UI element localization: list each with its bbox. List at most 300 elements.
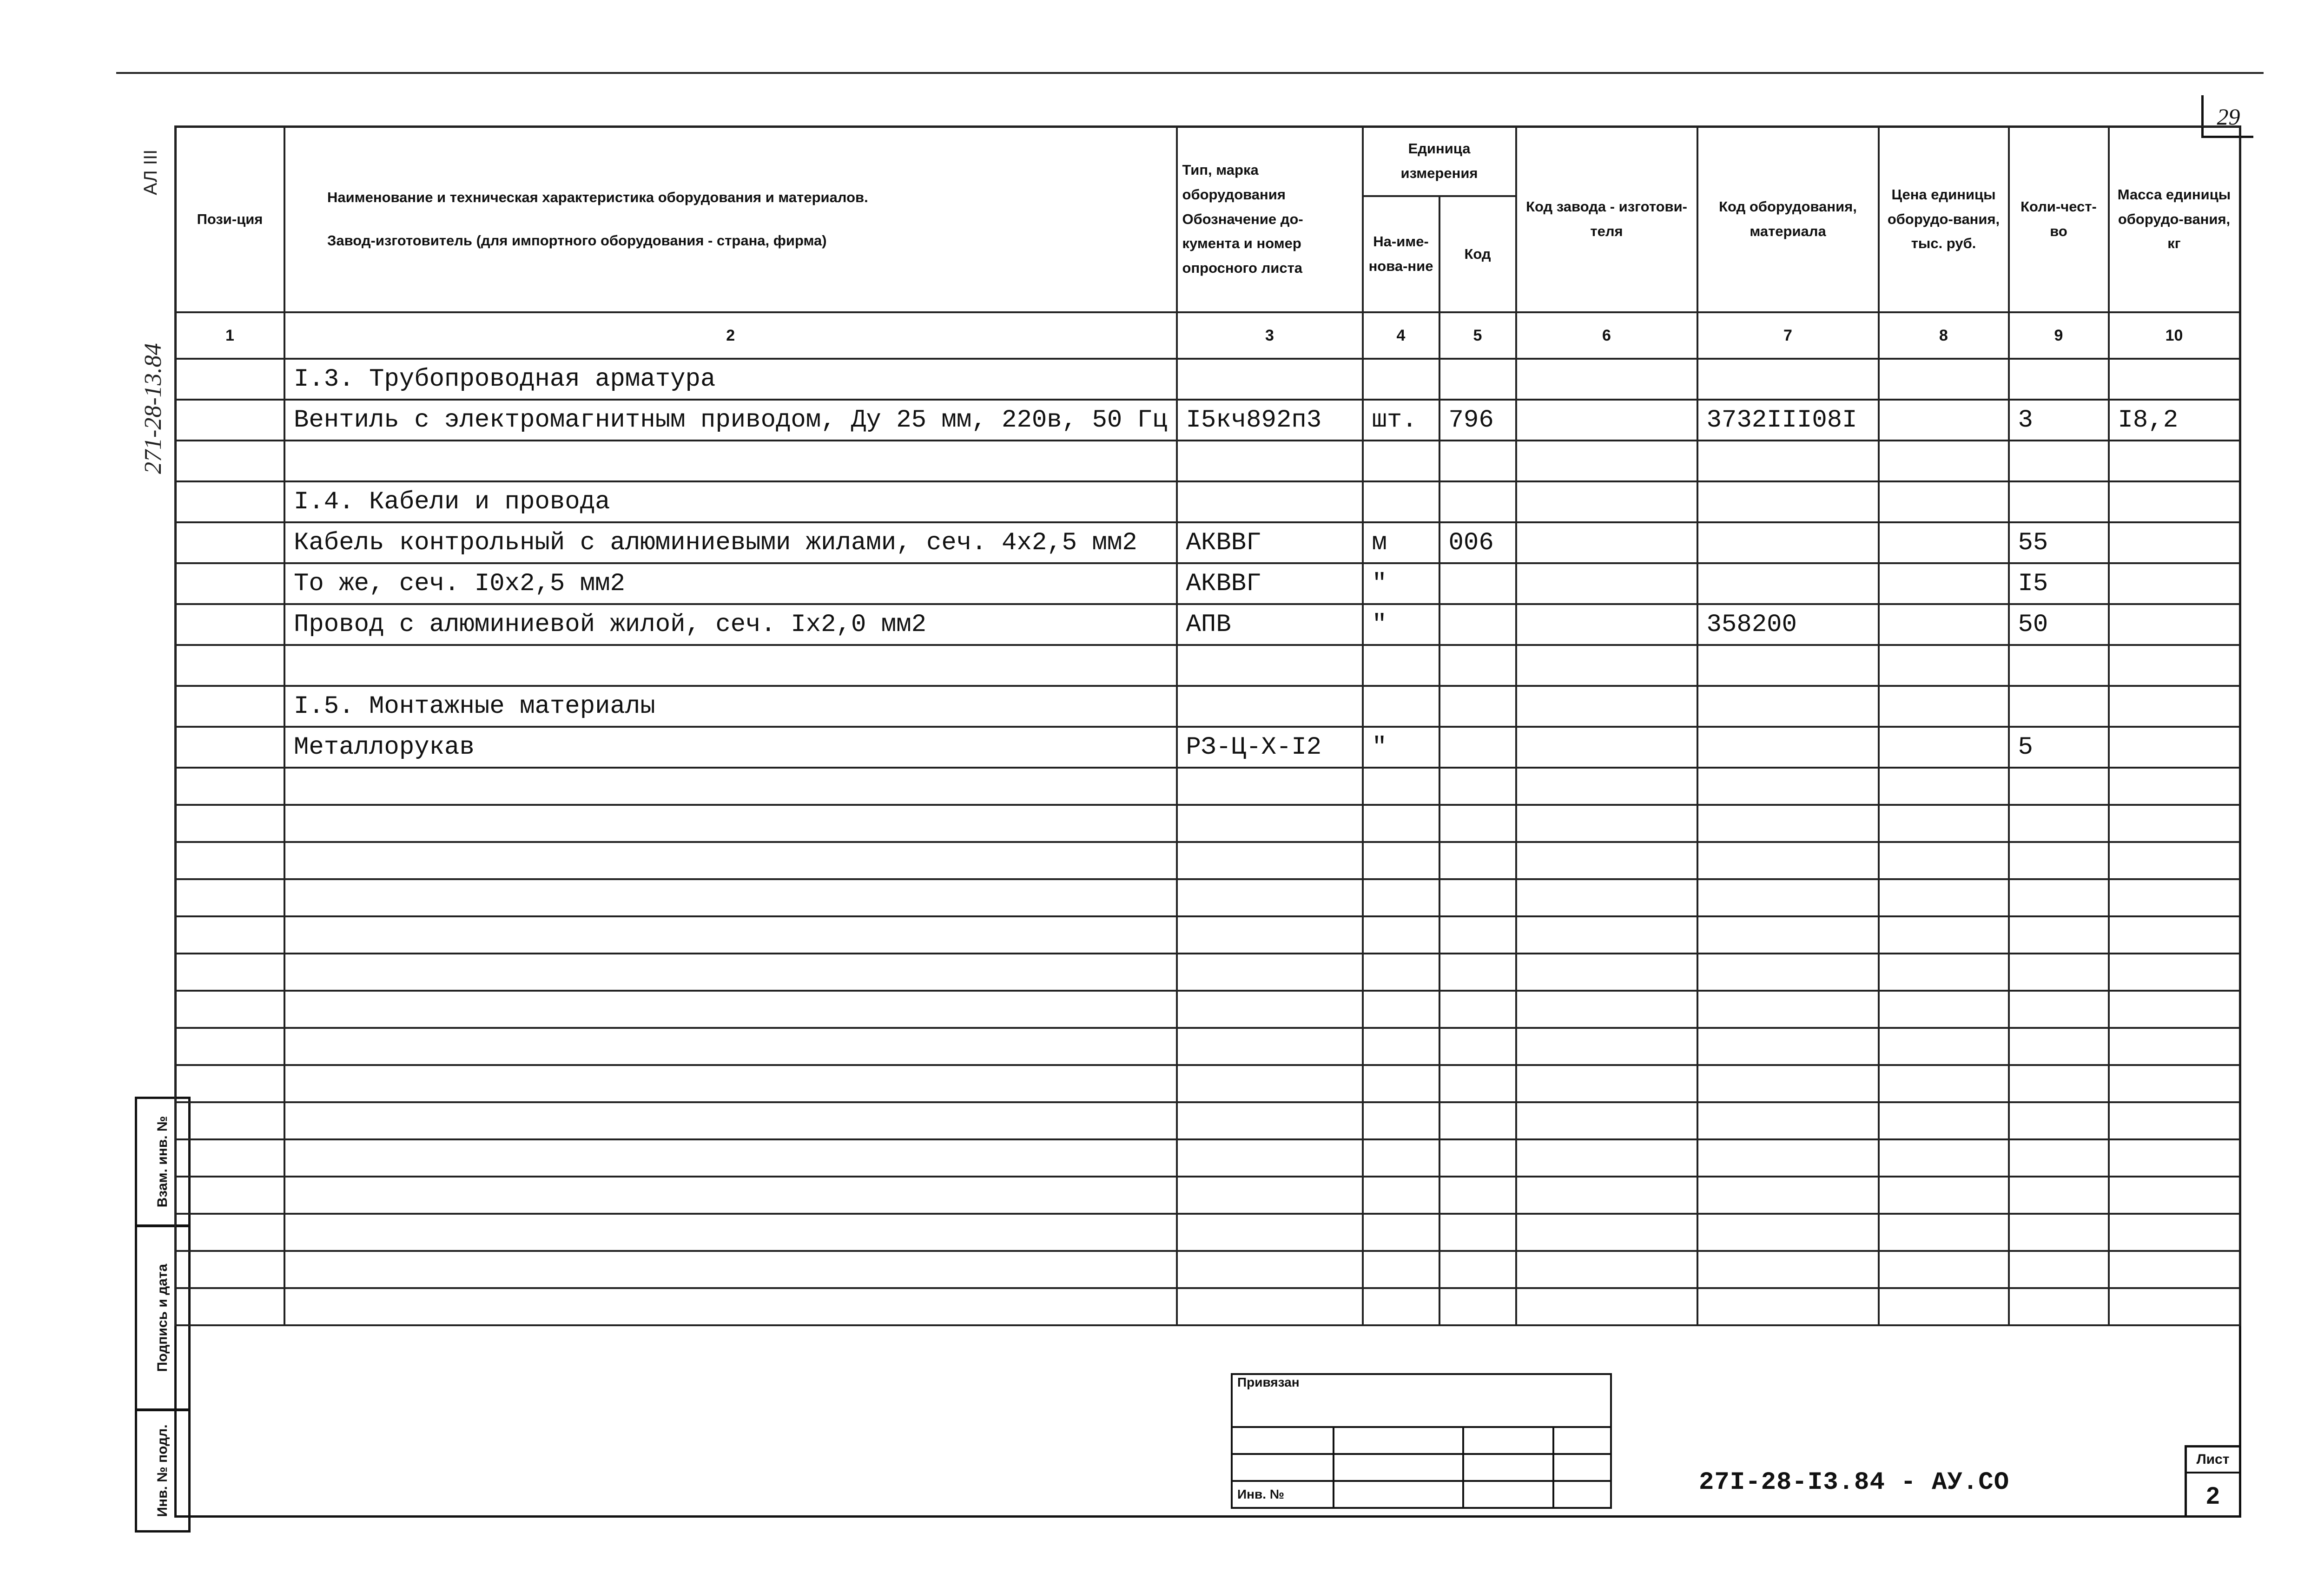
cell-unit (1363, 359, 1439, 400)
document-code: 27I-28-I3.84 - АУ.СО (1699, 1468, 2010, 1497)
table-row (175, 441, 2240, 481)
empty-cell (1516, 1139, 1697, 1177)
empty-cell (1439, 916, 1516, 954)
empty-cell (2109, 842, 2240, 879)
cell-qty: 55 (2009, 522, 2109, 563)
cell-mass (2109, 645, 2240, 686)
header-equipment-code: Код оборудования, материала (1697, 126, 1879, 312)
cell-price (1879, 441, 2009, 481)
empty-cell (1697, 1251, 1879, 1288)
cell-code (1697, 481, 1879, 522)
empty-cell (1439, 1102, 1516, 1139)
empty-cell (1439, 954, 1516, 991)
table-row (175, 645, 2240, 686)
header-row (175, 126, 2240, 196)
cell-name: То же, сеч. I0х2,5 мм2 (284, 563, 1177, 604)
empty-cell (1697, 916, 1879, 954)
empty-cell (1879, 1288, 2009, 1325)
empty-cell (284, 1288, 1177, 1325)
empty-cell (1177, 1177, 1363, 1214)
cell-price (1879, 359, 2009, 400)
empty-cell (284, 916, 1177, 954)
cell-qty: 3 (2009, 400, 2109, 441)
empty-cell (1516, 1251, 1697, 1288)
table-row (175, 563, 2240, 604)
empty-cell (2009, 1028, 2109, 1065)
empty-cell (2009, 1139, 2109, 1177)
col-number: 6 (1516, 312, 1697, 359)
col-number: 3 (1177, 312, 1363, 359)
empty-cell (1439, 1028, 1516, 1065)
empty-cell (1439, 1288, 1516, 1325)
header-unit-group: Единица измерения (1363, 126, 1516, 196)
cell-mass (2109, 727, 2240, 768)
cell-price (1879, 522, 2009, 563)
empty-cell (2009, 1177, 2109, 1214)
empty-cell (1879, 1028, 2009, 1065)
empty-cell (1363, 1139, 1439, 1177)
stamp-inv-podl: Инв. № подл. (135, 1409, 191, 1533)
empty-cell (1177, 1288, 1363, 1325)
sheet-box (2185, 1445, 2241, 1518)
empty-cell (2009, 1251, 2109, 1288)
cell-type: АПВ (1177, 604, 1363, 645)
empty-cell (2009, 991, 2109, 1028)
cell-price (1879, 645, 2009, 686)
empty-cell (1879, 1065, 2009, 1102)
cell-code (1697, 441, 1879, 481)
empty-cell (1439, 991, 1516, 1028)
empty-cell (2009, 1102, 2109, 1139)
empty-cell (175, 1251, 284, 1288)
cell-pos (175, 604, 284, 645)
section-row (175, 481, 2240, 522)
cell-pos (175, 563, 284, 604)
empty-cell (1516, 842, 1697, 879)
cell-price (1879, 727, 2009, 768)
empty-cell (1879, 805, 2009, 842)
title-block-grid (1231, 1373, 1612, 1509)
empty-cell (2109, 1251, 2240, 1288)
table-row (175, 727, 2240, 768)
empty-cell (175, 842, 284, 879)
empty-cell (1697, 842, 1879, 879)
empty-cell (1439, 1214, 1516, 1251)
empty-row (175, 991, 2240, 1028)
empty-cell (1697, 1065, 1879, 1102)
empty-cell (1879, 879, 2009, 916)
cell-unit-code (1439, 645, 1516, 686)
cell-unit-code (1439, 727, 1516, 768)
empty-cell (284, 1251, 1177, 1288)
empty-cell (284, 1214, 1177, 1251)
empty-cell (1363, 879, 1439, 916)
empty-cell (1363, 1102, 1439, 1139)
empty-cell (2109, 805, 2240, 842)
empty-cell (1363, 1065, 1439, 1102)
empty-cell (175, 1102, 284, 1139)
empty-cell (1439, 842, 1516, 879)
empty-cell (1516, 1102, 1697, 1139)
empty-cell (1177, 991, 1363, 1028)
empty-cell (1879, 842, 2009, 879)
cell-type (1177, 441, 1363, 481)
empty-cell (1177, 1102, 1363, 1139)
cell-qty: 5 (2009, 727, 2109, 768)
cell-price (1879, 400, 2009, 441)
empty-row (175, 1028, 2240, 1065)
empty-cell (1177, 1028, 1363, 1065)
col-number: 7 (1697, 312, 1879, 359)
cell-qty: I5 (2009, 563, 2109, 604)
table-row (175, 604, 2240, 645)
cell-mass (2109, 441, 2240, 481)
empty-row (175, 1251, 2240, 1288)
cell-factory (1516, 645, 1697, 686)
empty-cell (1177, 1065, 1363, 1102)
sheet-number: 2 (2206, 1482, 2220, 1509)
empty-cell (1697, 879, 1879, 916)
cell-qty: 50 (2009, 604, 2109, 645)
empty-cell (1439, 879, 1516, 916)
header-type: Тип, марка оборудования Обозначение до-кумента и номер опросного листа (1177, 126, 1363, 312)
cell-unit (1363, 645, 1439, 686)
header-mass: Масса единицы оборудо-вания, кг (2109, 126, 2240, 312)
header-unit-code: Код (1439, 196, 1516, 312)
cell-unit-code (1439, 686, 1516, 727)
empty-cell (284, 1177, 1177, 1214)
cell-unit (1363, 686, 1439, 727)
empty-cell (2109, 1065, 2240, 1102)
cell-qty (2009, 441, 2109, 481)
empty-cell (1363, 1214, 1439, 1251)
cell-qty (2009, 481, 2109, 522)
empty-cell (2109, 879, 2240, 916)
empty-cell (2109, 1102, 2240, 1139)
empty-cell (284, 768, 1177, 805)
empty-cell (1516, 954, 1697, 991)
cell-qty (2009, 645, 2109, 686)
cell-factory (1516, 522, 1697, 563)
cell-factory (1516, 481, 1697, 522)
col-number: 5 (1439, 312, 1516, 359)
cell-type: АКВВГ (1177, 563, 1363, 604)
empty-cell (284, 954, 1177, 991)
col-number: 8 (1879, 312, 2009, 359)
cell-name (284, 645, 1177, 686)
cell-pos (175, 522, 284, 563)
empty-cell (1697, 1177, 1879, 1214)
empty-cell (175, 1028, 284, 1065)
empty-cell (175, 1288, 284, 1325)
empty-cell (284, 1065, 1177, 1102)
cell-price (1879, 686, 2009, 727)
col-number: 2 (284, 312, 1177, 359)
cell-mass (2109, 522, 2240, 563)
empty-cell (1177, 805, 1363, 842)
empty-cell (284, 1102, 1177, 1139)
empty-cell (1363, 916, 1439, 954)
empty-cell (1177, 842, 1363, 879)
empty-cell (1879, 954, 2009, 991)
cell-name (284, 441, 1177, 481)
empty-cell (175, 916, 284, 954)
empty-cell (1516, 1214, 1697, 1251)
cell-mass (2109, 604, 2240, 645)
cell-factory (1516, 563, 1697, 604)
empty-cell (175, 1139, 284, 1177)
empty-cell (2109, 1288, 2240, 1325)
empty-cell (1177, 916, 1363, 954)
cell-price (1879, 563, 2009, 604)
empty-cell (1697, 1102, 1879, 1139)
empty-cell (2009, 842, 2109, 879)
empty-cell (1439, 1139, 1516, 1177)
cell-type (1177, 481, 1363, 522)
cell-name: Кабель контрольный с алюминиевыми жилами, сеч. 4х2,5 мм2 (284, 522, 1177, 563)
empty-row (175, 954, 2240, 991)
empty-cell (284, 991, 1177, 1028)
empty-cell (1177, 1139, 1363, 1177)
cell-unit-code: 006 (1439, 522, 1516, 563)
empty-cell (175, 1177, 284, 1214)
empty-cell (2009, 768, 2109, 805)
cell-unit: " (1363, 727, 1439, 768)
empty-cell (1697, 954, 1879, 991)
empty-cell (1177, 768, 1363, 805)
empty-cell (2109, 991, 2240, 1028)
empty-row (175, 1214, 2240, 1251)
empty-cell (284, 1139, 1177, 1177)
empty-row (175, 842, 2240, 879)
inv-no-cell: Инв. № (1232, 1481, 1334, 1508)
empty-cell (1363, 842, 1439, 879)
empty-row (175, 1065, 2240, 1102)
cell-unit (1363, 481, 1439, 522)
cell-unit: шт. (1363, 400, 1439, 441)
cell-code (1697, 563, 1879, 604)
section-row (175, 686, 2240, 727)
empty-cell (2109, 954, 2240, 991)
cell-factory (1516, 604, 1697, 645)
empty-cell (1879, 768, 2009, 805)
empty-cell (1879, 916, 2009, 954)
page-number: 29 (2201, 95, 2253, 138)
empty-cell (1697, 1214, 1879, 1251)
cell-code (1697, 727, 1879, 768)
empty-cell (1439, 1177, 1516, 1214)
cell-unit-code (1439, 441, 1516, 481)
sheet-label: Лист (2187, 1447, 2239, 1474)
stamp-vzam: Взам. инв. № (135, 1097, 191, 1227)
empty-row (175, 916, 2240, 954)
empty-row (175, 1102, 2240, 1139)
cell-pos (175, 727, 284, 768)
empty-row (175, 879, 2240, 916)
empty-cell (1697, 768, 1879, 805)
cell-mass (2109, 481, 2240, 522)
cell-factory (1516, 727, 1697, 768)
empty-cell (2109, 768, 2240, 805)
cell-qty (2009, 359, 2109, 400)
cell-unit: " (1363, 604, 1439, 645)
empty-cell (1177, 1214, 1363, 1251)
cell-type: РЗ-Ц-Х-I2 (1177, 727, 1363, 768)
cell-pos (175, 400, 284, 441)
empty-cell (1697, 1028, 1879, 1065)
col-number: 10 (2109, 312, 2240, 359)
empty-row (175, 1139, 2240, 1177)
empty-row (175, 1288, 2240, 1325)
empty-cell (1439, 1065, 1516, 1102)
empty-cell (1516, 1177, 1697, 1214)
cell-mass (2109, 686, 2240, 727)
empty-cell (1439, 805, 1516, 842)
empty-cell (284, 1028, 1177, 1065)
empty-cell (1363, 954, 1439, 991)
empty-row (175, 805, 2240, 842)
empty-cell (1697, 1139, 1879, 1177)
section-row (175, 359, 2240, 400)
cell-price (1879, 481, 2009, 522)
empty-cell (1879, 991, 2009, 1028)
top-rule (116, 72, 2264, 74)
cell-price (1879, 604, 2009, 645)
cell-name: I.4. Кабели и провода (284, 481, 1177, 522)
empty-cell (1516, 991, 1697, 1028)
header-qty: Коли-чест-во (2009, 126, 2109, 312)
empty-cell (1439, 1251, 1516, 1288)
col-number: 4 (1363, 312, 1439, 359)
empty-cell (1439, 768, 1516, 805)
empty-cell (1363, 1177, 1439, 1214)
cell-qty (2009, 686, 2109, 727)
empty-cell (1516, 879, 1697, 916)
col-number: 1 (175, 312, 284, 359)
cell-name: Провод с алюминиевой жилой, сеч. Iх2,0 мм2 (284, 604, 1177, 645)
empty-cell (1177, 1251, 1363, 1288)
cell-unit-code (1439, 359, 1516, 400)
empty-cell (1516, 916, 1697, 954)
cell-type (1177, 645, 1363, 686)
header-pos: Пози-ция (175, 126, 284, 312)
cell-pos (175, 441, 284, 481)
cell-factory (1516, 441, 1697, 481)
empty-cell (175, 768, 284, 805)
cell-pos (175, 686, 284, 727)
empty-cell (284, 842, 1177, 879)
empty-cell (1363, 1251, 1439, 1288)
header-factory-code: Код завода - изготови-теля (1516, 126, 1697, 312)
empty-cell (1879, 1102, 2009, 1139)
privyazan-cell: Привязан (1232, 1374, 1611, 1427)
empty-cell (1516, 1028, 1697, 1065)
empty-cell (284, 879, 1177, 916)
cell-name: I.5. Монтажные материалы (284, 686, 1177, 727)
cell-unit-code: 796 (1439, 400, 1516, 441)
empty-cell (2109, 1139, 2240, 1177)
table-row (175, 400, 2240, 441)
cell-unit (1363, 441, 1439, 481)
empty-cell (175, 879, 284, 916)
empty-cell (2009, 1288, 2109, 1325)
cell-code (1697, 522, 1879, 563)
cell-type: АКВВГ (1177, 522, 1363, 563)
cell-mass (2109, 359, 2240, 400)
empty-cell (1879, 1214, 2009, 1251)
cell-code: 358200 (1697, 604, 1879, 645)
cell-factory (1516, 686, 1697, 727)
empty-cell (1363, 805, 1439, 842)
empty-cell (2009, 879, 2109, 916)
cell-unit: " (1363, 563, 1439, 604)
empty-cell (2009, 916, 2109, 954)
empty-cell (2109, 916, 2240, 954)
empty-row (175, 1177, 2240, 1214)
header-unit-name: На-име-нова-ние (1363, 196, 1439, 312)
empty-cell (175, 1065, 284, 1102)
cell-unit-code (1439, 481, 1516, 522)
empty-cell (1697, 991, 1879, 1028)
column-numbers-row (175, 312, 2240, 359)
spec-table (174, 125, 2241, 1326)
cell-factory (1516, 400, 1697, 441)
empty-cell (1363, 991, 1439, 1028)
empty-cell (1879, 1177, 2009, 1214)
cell-pos (175, 359, 284, 400)
empty-cell (1516, 1288, 1697, 1325)
empty-cell (1363, 1288, 1439, 1325)
cell-unit-code (1439, 563, 1516, 604)
empty-cell (284, 805, 1177, 842)
empty-cell (2109, 1214, 2240, 1251)
cell-code (1697, 645, 1879, 686)
cell-code: 3732III08I (1697, 400, 1879, 441)
empty-cell (175, 1214, 284, 1251)
header-name: Наименование и техническая характеристика оборудования и материалов. Завод-изготовитель (для импортного оборудования - страна, фирма) (284, 126, 1177, 312)
table-row (175, 522, 2240, 563)
empty-cell (2109, 1177, 2240, 1214)
empty-cell (175, 954, 284, 991)
empty-cell (1516, 805, 1697, 842)
empty-cell (1177, 879, 1363, 916)
empty-cell (2009, 954, 2109, 991)
empty-row (175, 768, 2240, 805)
stamp-podpis: Подпись и дата (135, 1225, 191, 1411)
cell-pos (175, 481, 284, 522)
empty-cell (1879, 1251, 2009, 1288)
cell-factory (1516, 359, 1697, 400)
spec-body (175, 359, 2240, 1325)
cell-name: I.3. Трубопроводная арматура (284, 359, 1177, 400)
cell-unit: м (1363, 522, 1439, 563)
empty-cell (2009, 1214, 2109, 1251)
empty-cell (1697, 1288, 1879, 1325)
cell-name: Металлорукав (284, 727, 1177, 768)
empty-cell (1516, 1065, 1697, 1102)
cell-pos (175, 645, 284, 686)
cell-mass (2109, 563, 2240, 604)
empty-cell (1363, 768, 1439, 805)
empty-cell (1879, 1139, 2009, 1177)
cell-code (1697, 359, 1879, 400)
empty-cell (2009, 805, 2109, 842)
empty-cell (1516, 768, 1697, 805)
cell-code (1697, 686, 1879, 727)
cell-type: I5кч892п3 (1177, 400, 1363, 441)
cell-name: Вентиль с электромагнитным приводом, Ду 25 мм, 220в, 50 Гц (284, 400, 1177, 441)
col-number: 9 (2009, 312, 2109, 359)
